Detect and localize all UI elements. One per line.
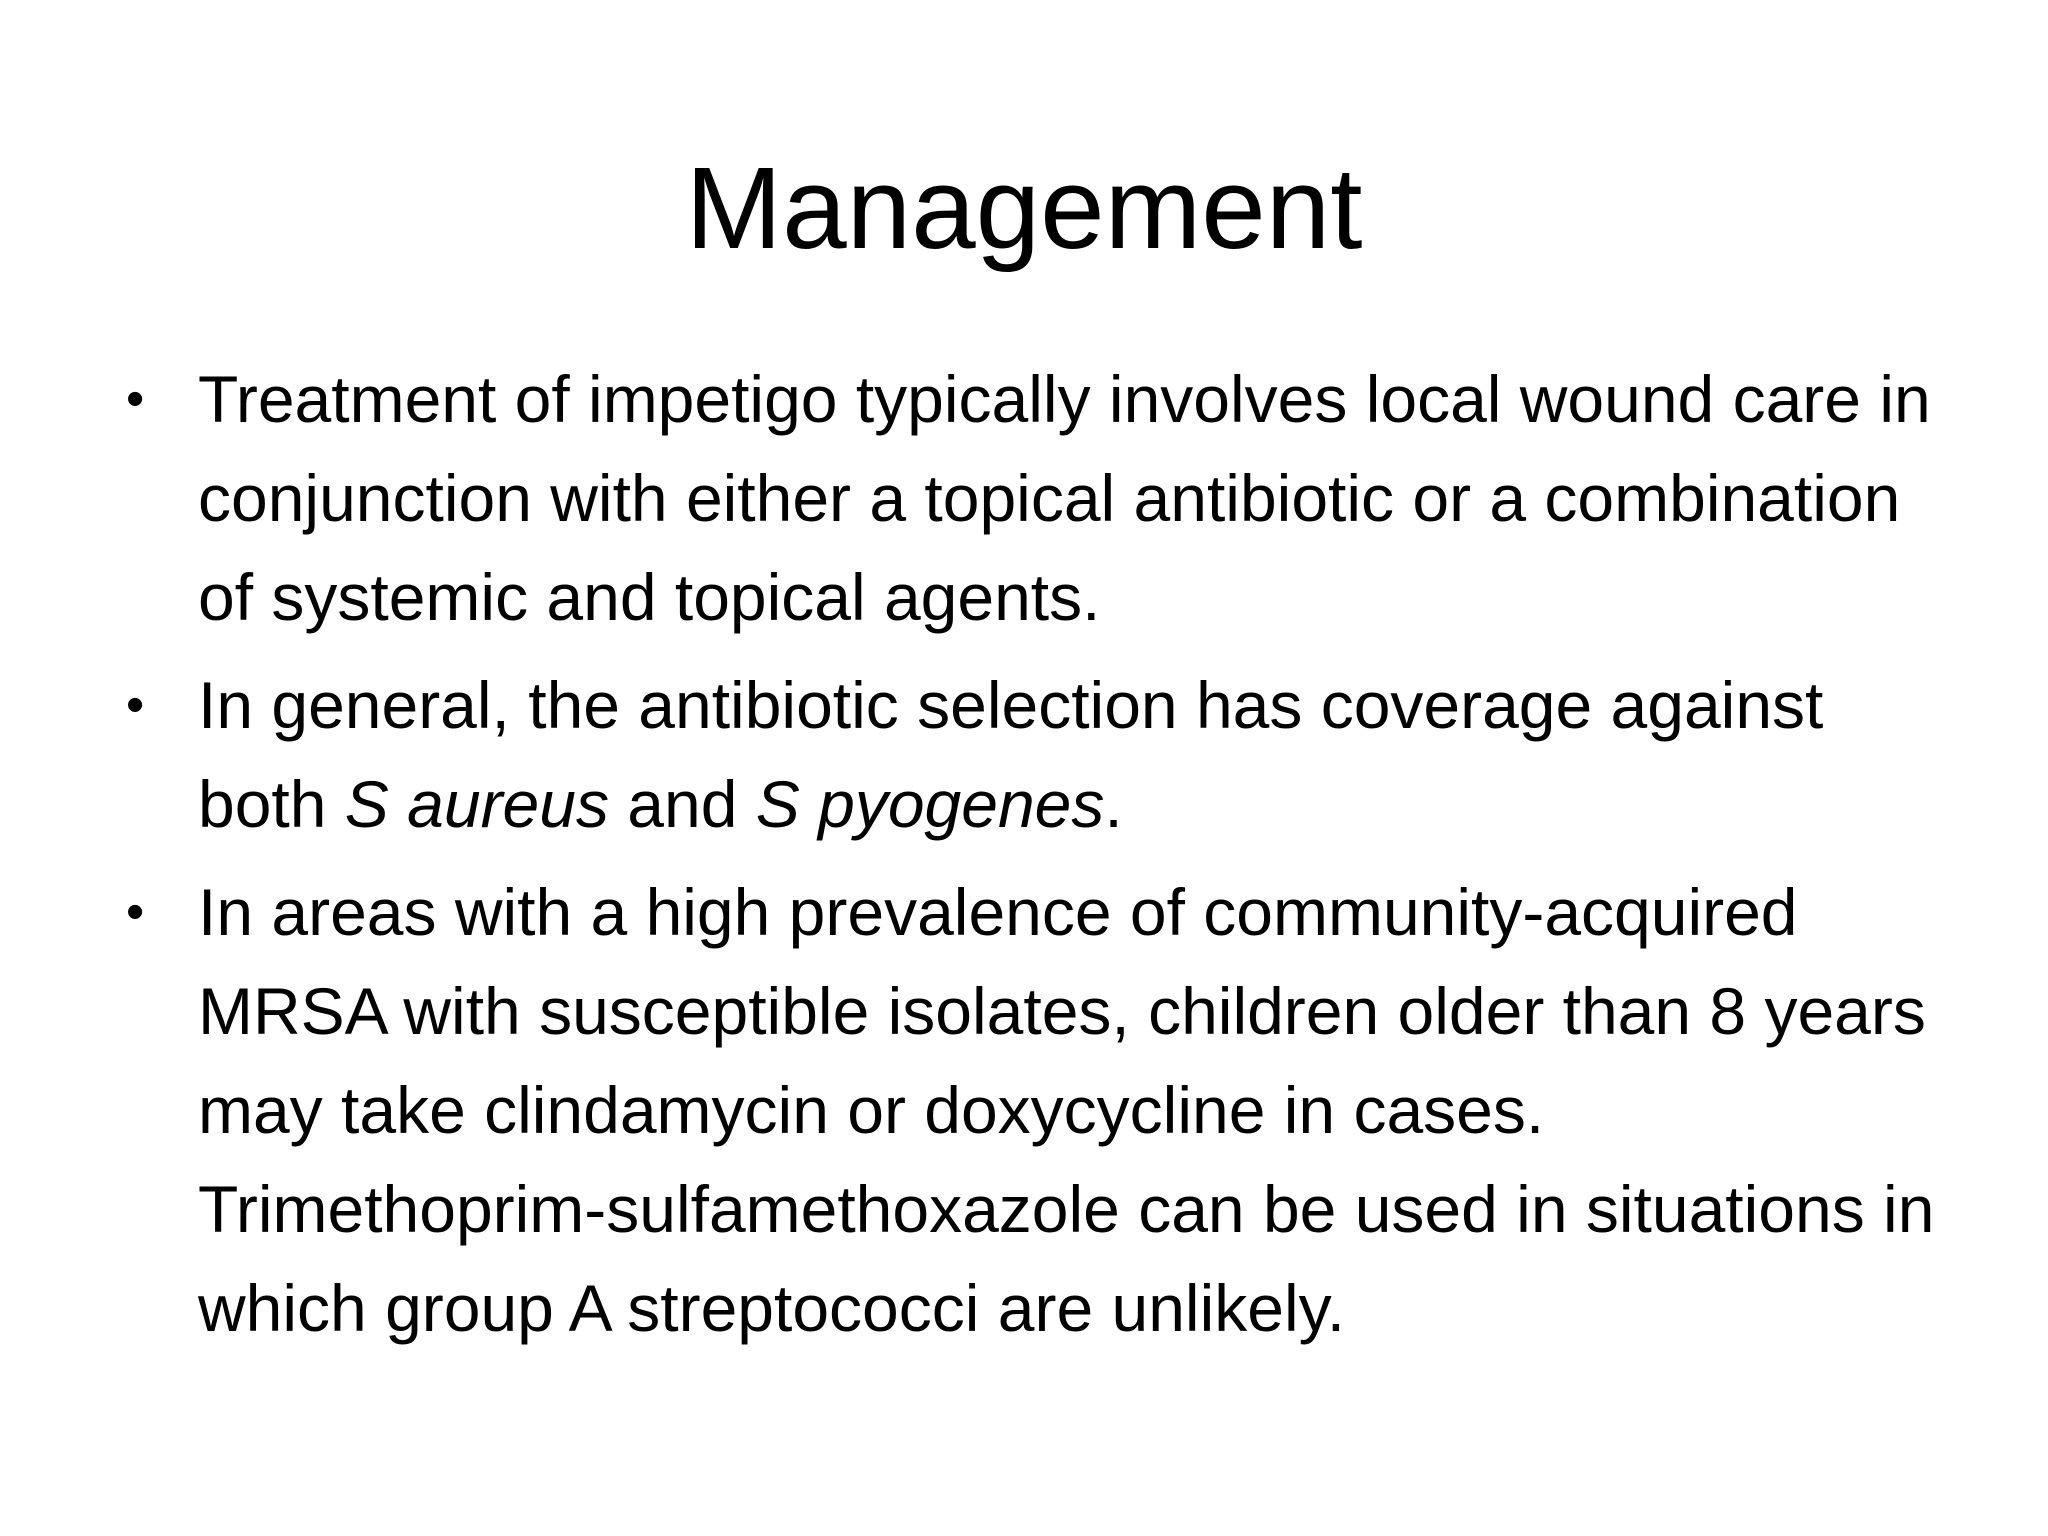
- organism-s-aureus: S aureus: [344, 767, 609, 841]
- bullet-dot-icon: •: [126, 370, 145, 428]
- bullet-text-mid: and: [608, 767, 756, 841]
- bullet-item-treatment: [120, 350, 1950, 647]
- bullet-text: [198, 668, 1823, 841]
- bullet-list: [120, 350, 1950, 1367]
- bullet-text-post: .: [1104, 767, 1123, 841]
- bullet-dot-icon: •: [126, 883, 145, 941]
- bullet-text: Treatment of impetigo typically involves local wound care in conjunction with either a topical antibiotic or a combination of systemic and topical agents.: [198, 362, 1931, 634]
- bullet-text: In areas with a high prevalence of community-acquired MRSA with susceptible isolates, children older than 8 years may take clindamycin or doxycycline in cases. Trimethoprim-sulfamethoxazole can be used in situations in which group A streptococci are unlikely.: [198, 875, 1935, 1345]
- bullet-dot-icon: •: [126, 676, 145, 734]
- bullet-item-mrsa: [120, 863, 1950, 1358]
- bullet-text-pre: In general, the antibiotic selection has coverage against both: [198, 668, 1824, 841]
- bullet-item-antibiotic-selection: [120, 656, 1950, 854]
- slide-title: Management: [685, 143, 1363, 273]
- organism-s-pyogenes: S pyogenes: [755, 767, 1105, 841]
